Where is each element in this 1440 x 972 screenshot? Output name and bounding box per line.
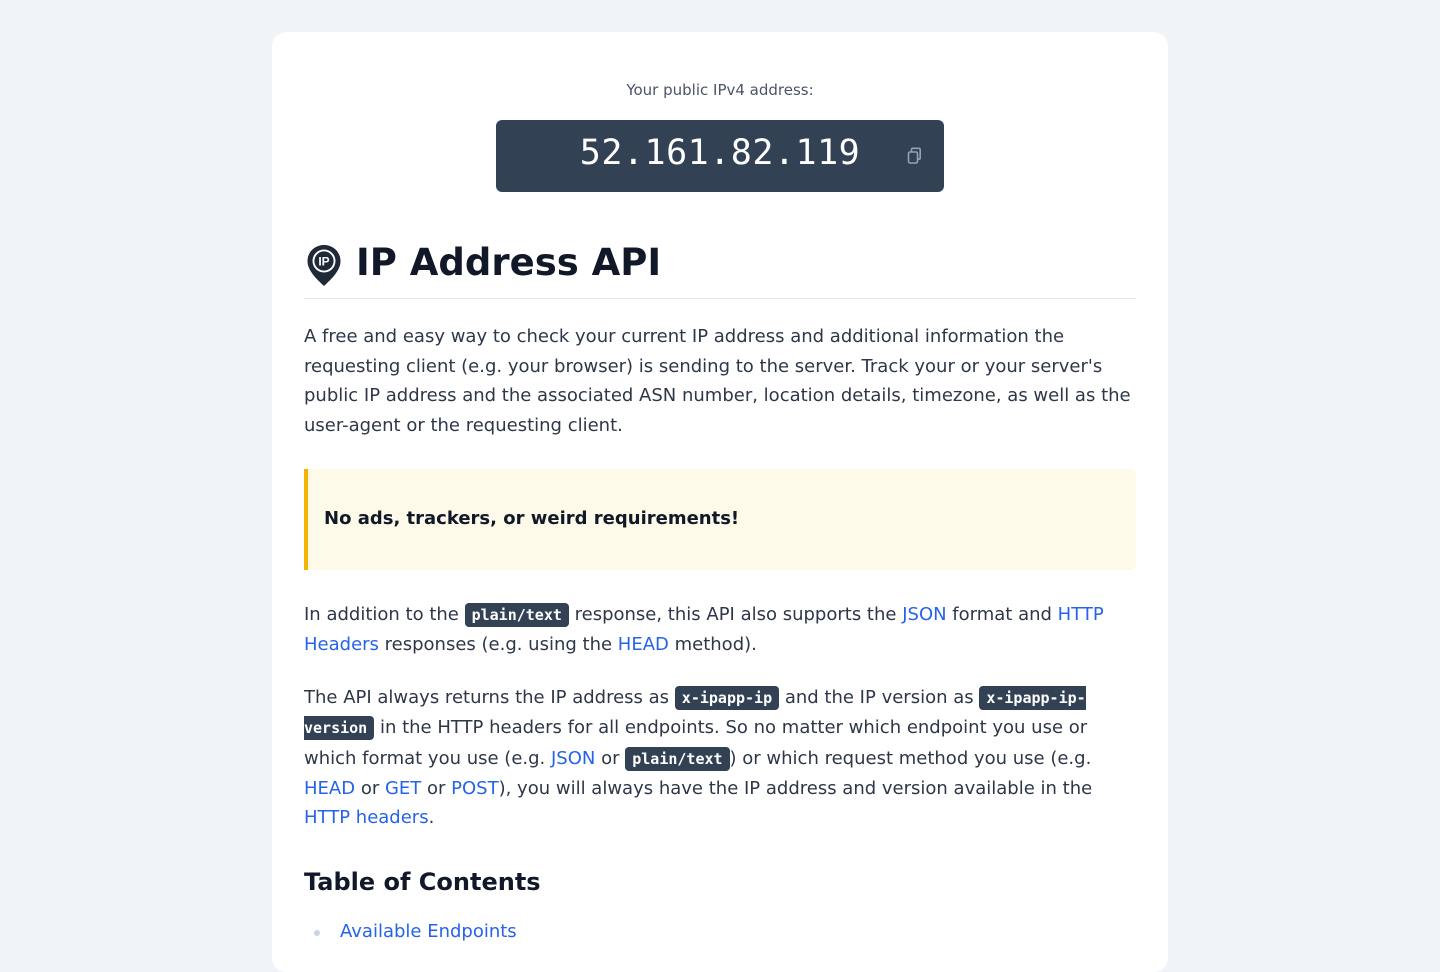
ip-display bbox=[496, 120, 944, 192]
page-title: IP Address API bbox=[356, 241, 662, 284]
text-segment: ) or which request method you use (e.g. bbox=[729, 747, 1092, 769]
main-card bbox=[272, 32, 1168, 972]
text-segment: in the HTTP headers for all endpoints. So no matter which endpoint you use or which format you use (e.g. bbox=[304, 717, 1088, 769]
intro-paragraph: A free and easy way to check your current IP address and additional information the requesting client (e.g. your browser) is sending to the server. Track your or your server's public IP address and the associated ASN number, location details, timezone, as well as the user-agent or the requesting client. bbox=[304, 326, 1131, 436]
text-segment: and the IP version as bbox=[779, 687, 980, 708]
ip-address-value[interactable]: 52.161.82.119 bbox=[579, 133, 861, 173]
formats-paragraph bbox=[304, 600, 1140, 660]
ip-pin-icon bbox=[304, 243, 344, 287]
text-segment: method). bbox=[668, 634, 757, 656]
copy-icon bbox=[902, 144, 926, 168]
toc-title: Table of Contents bbox=[304, 868, 541, 896]
link-head[interactable]: HEAD bbox=[617, 634, 669, 656]
link-http-headers[interactable]: HTTP headers bbox=[304, 807, 429, 829]
text-segment: or bbox=[595, 747, 626, 769]
bullet-icon bbox=[314, 930, 320, 936]
link-json[interactable]: JSON bbox=[551, 747, 596, 769]
text-segment: In addition to the bbox=[304, 604, 465, 625]
copy-button[interactable] bbox=[902, 144, 926, 168]
text-segment: format and bbox=[946, 604, 1058, 625]
text-segment: The API always returns the IP address as bbox=[304, 687, 675, 708]
toc-list bbox=[304, 918, 517, 946]
link-http-headers[interactable]: HTTP Headers bbox=[304, 604, 1104, 656]
text-segment: ), you will always have the IP address and version available in the bbox=[498, 777, 1093, 799]
text-segment: response, this API also supports the bbox=[568, 604, 903, 625]
headers-paragraph bbox=[304, 683, 1140, 832]
code-plain-text: plain/text bbox=[625, 747, 729, 771]
text-segment: . bbox=[428, 807, 435, 829]
code-x-ipapp-ip-version: x-ipapp-ip-version bbox=[304, 686, 1086, 740]
callout-text: No ads, trackers, or weird requirements! bbox=[324, 508, 740, 529]
link-get[interactable]: GET bbox=[384, 777, 422, 799]
logo-text: IP bbox=[318, 254, 330, 269]
notice-callout bbox=[304, 469, 1136, 570]
link-head[interactable]: HEAD bbox=[304, 777, 356, 799]
code-x-ipapp-ip: x-ipapp-ip bbox=[675, 686, 779, 710]
link-json[interactable]: JSON bbox=[902, 604, 947, 625]
code-plain-text: plain/text bbox=[465, 603, 569, 627]
toc-link-available-endpoints[interactable]: Available Endpoints bbox=[340, 921, 517, 942]
text-segment: or bbox=[421, 777, 452, 799]
text-segment: responses (e.g. using the bbox=[378, 634, 618, 656]
ip-label: Your public IPv4 address: bbox=[626, 81, 814, 99]
toc-item bbox=[304, 918, 517, 946]
link-post[interactable]: POST bbox=[451, 777, 499, 799]
text-segment: or bbox=[355, 777, 385, 799]
page-heading bbox=[304, 240, 1136, 299]
